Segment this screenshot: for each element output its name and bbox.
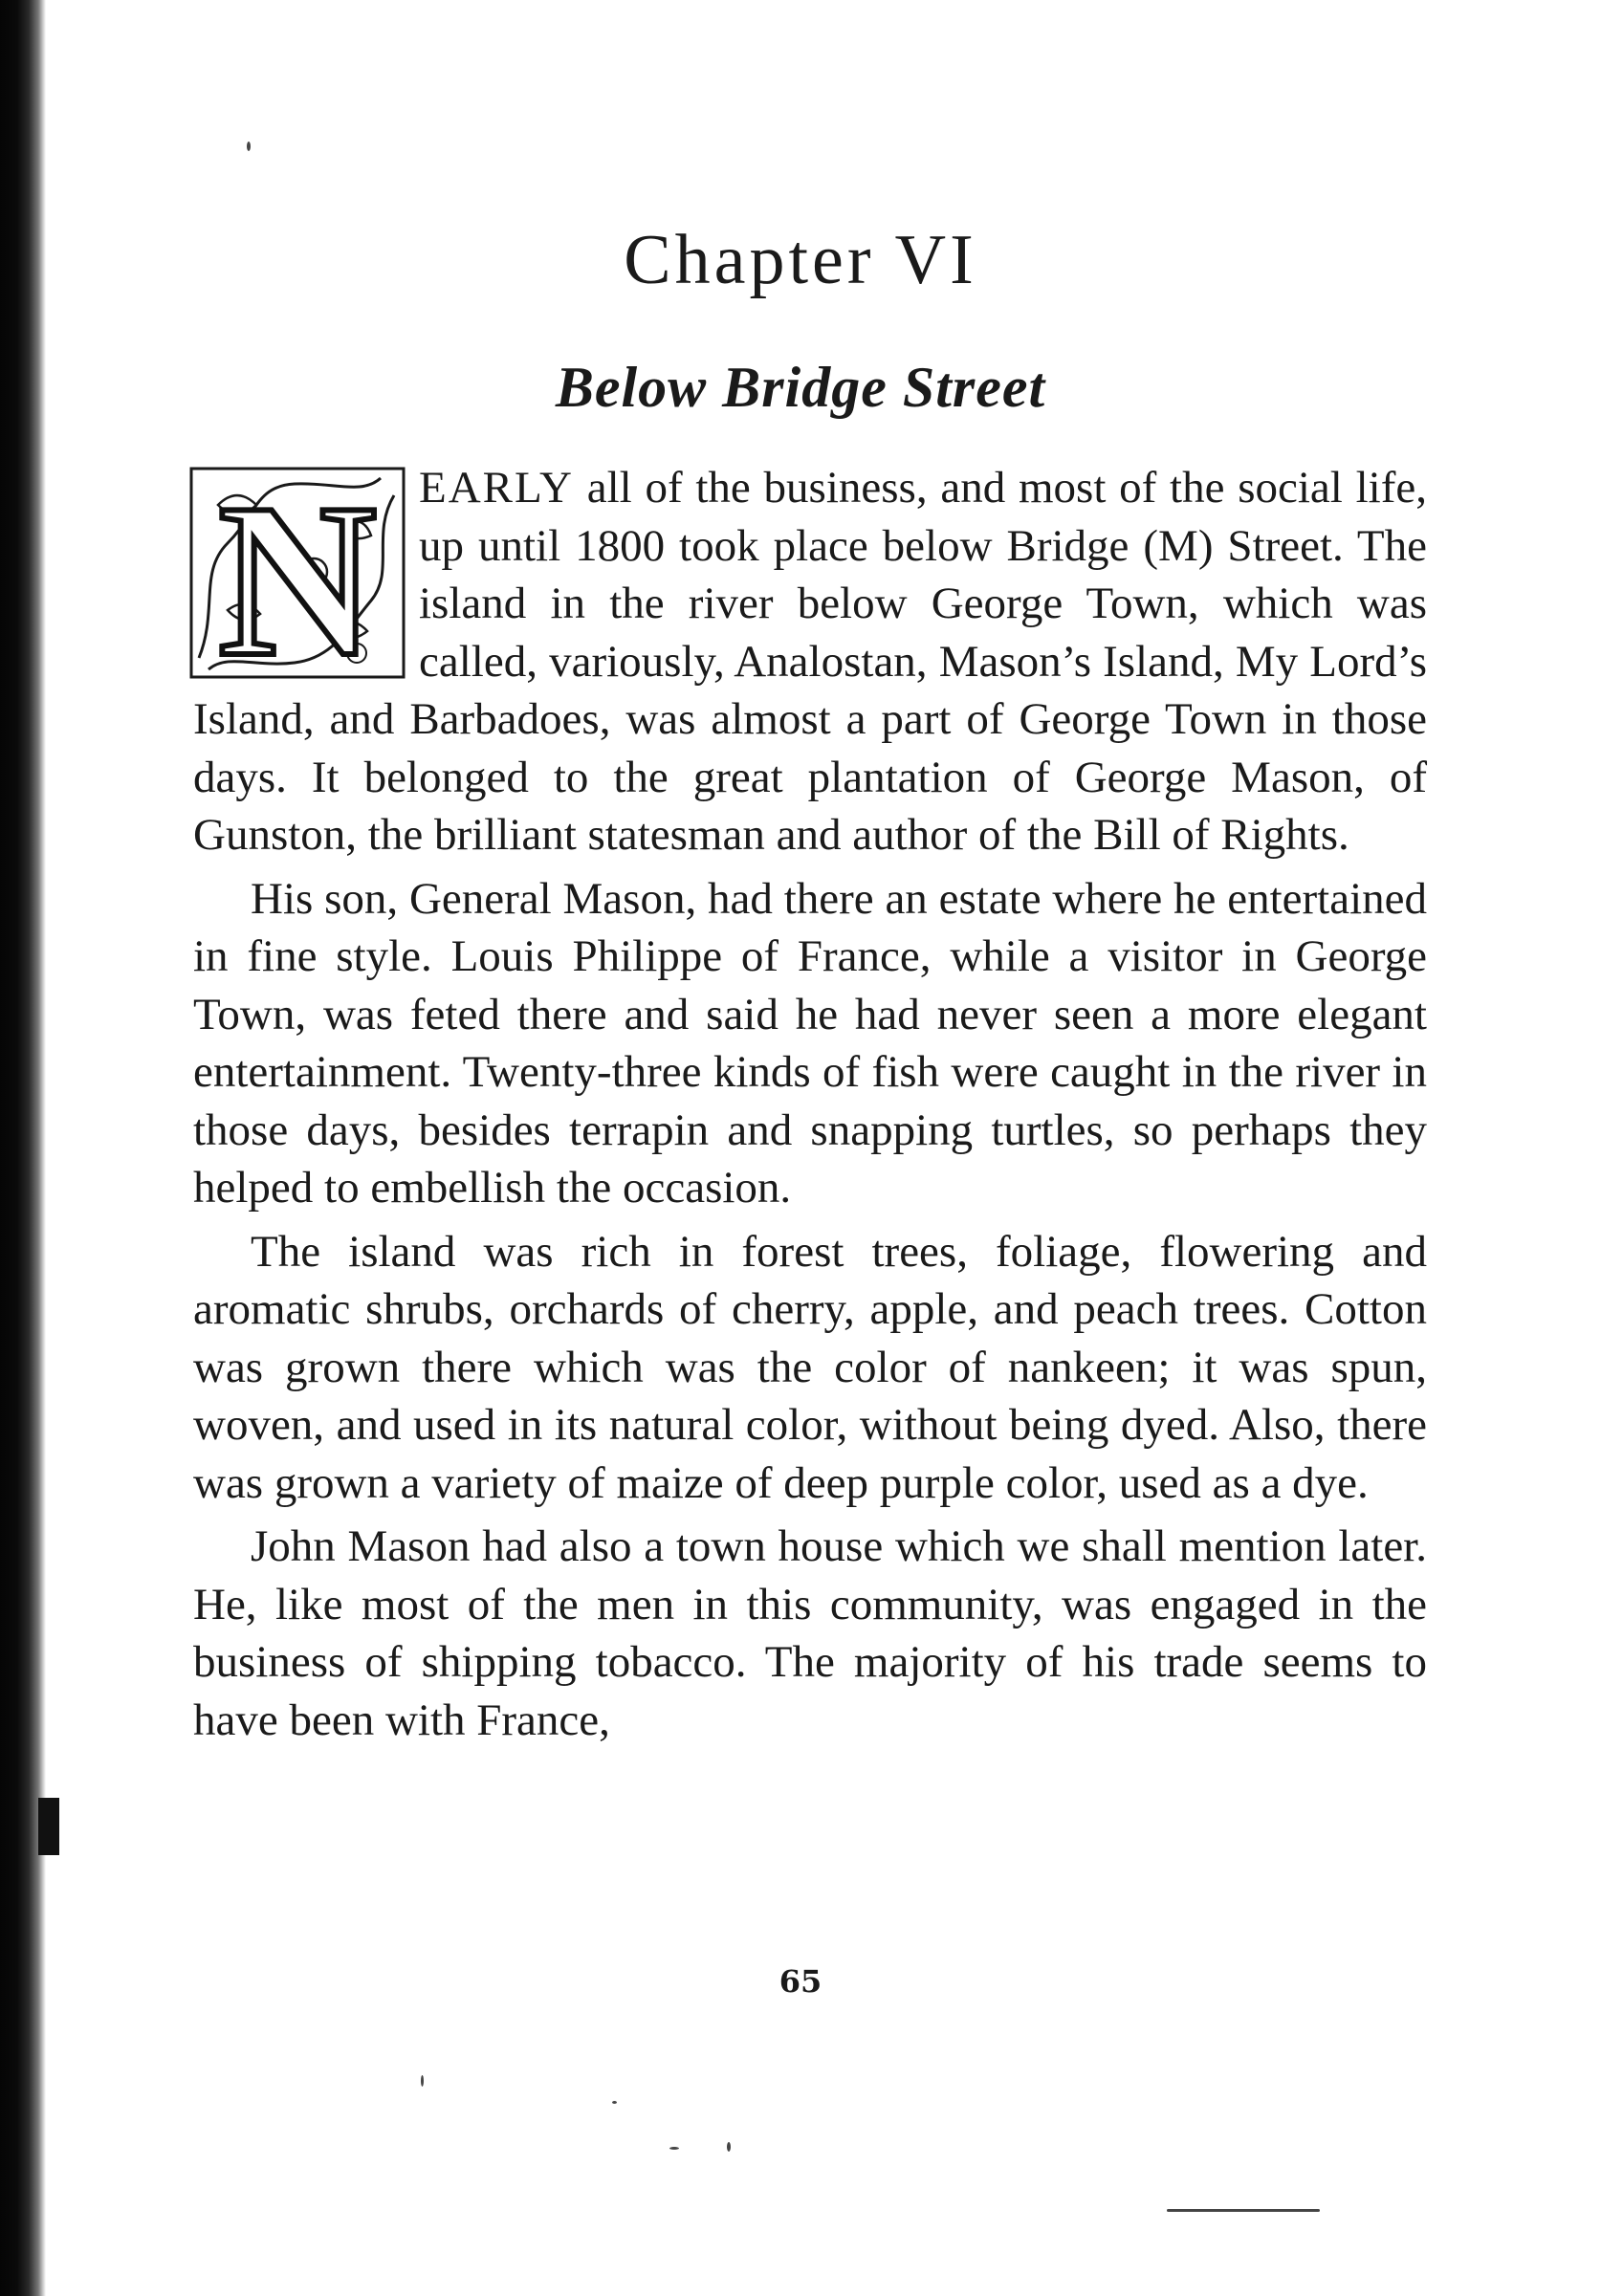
scan-speck <box>727 2142 731 2152</box>
body-text <box>193 459 1427 1755</box>
scan-speck <box>247 142 251 151</box>
page-number: 65 <box>779 1963 822 2000</box>
scan-speck <box>669 2147 679 2150</box>
paragraph-3: The island was rich in forest trees, foliage, flowering and aromatic shrubs, orchards of cherry, apple, and peach trees. Cotton was grown there which was the color of nankeen; it was spun, woven, and used in its natural color, without being dyed. Also, there was grown a variety of maize of deep purple color, used as a dye. <box>193 1226 1427 1508</box>
chapter-subtitle: Below Bridge Street <box>555 356 1046 419</box>
paragraph-4: John Mason had also a town house which we shall mention later. He, like most of the men in this community, was engaged in the business of shipping tobacco. The majority of his trade seems to have been with France, <box>193 1521 1427 1745</box>
paragraph-2: His son, General Mason, had there an estate where he entertained in fine style. Louis Philippe of France, while a visitor in George Town, was feted there and said he had never seen a more elegant entertainment. Twenty-three kinds of fish were caught in the river in those days, besides terrapin and snapping turtles, so perhaps they helped to embellish the occasion. <box>193 873 1427 1213</box>
scan-binding-edge <box>0 0 46 2296</box>
paragraph-1 <box>193 459 1427 864</box>
paragraph-1-lead: EARLY <box>419 463 574 513</box>
scan-binding-notch <box>38 1798 59 1855</box>
scan-speck <box>421 2075 424 2087</box>
paragraph-1-text: all of the business, and most of the social life, up until 1800 took place below Bridge (M) Street. The island in the river below George Town, which was called, variously, Analostan, Mason’s Island, My Lord’s Island, and Barbadoes, was almost a part of George Town in those days. It belonged to the great plantation of George Mason, of Gunston, the brilliant statesman and author of the Bill of Rights. <box>193 463 1427 860</box>
drop-cap-letter: N <box>217 467 378 679</box>
scan-speck <box>612 2101 617 2104</box>
chapter-title: Chapter VI <box>624 221 977 299</box>
ornamental-drop-cap-n <box>189 467 406 679</box>
scan-stroke <box>1167 2209 1320 2212</box>
